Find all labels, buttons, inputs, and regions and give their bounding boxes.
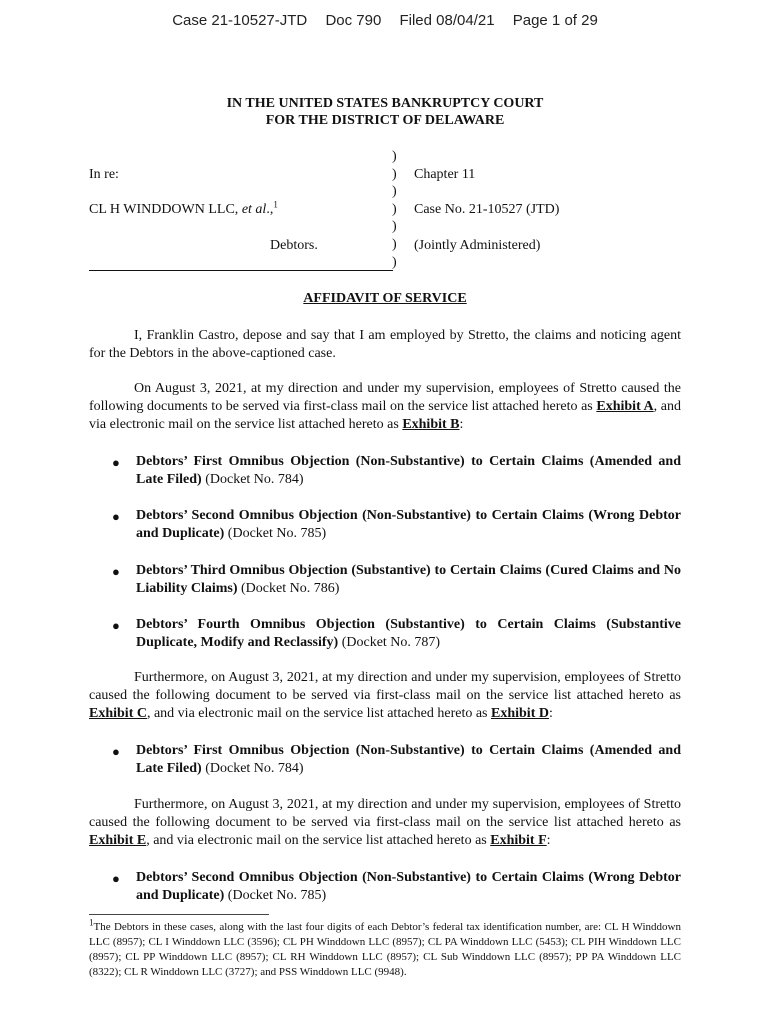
para4-mid: , and via electronic mail on the service list attached hereto as xyxy=(146,833,491,848)
header-case: Case 21-10527-JTD xyxy=(172,12,308,29)
case-number: Case No. 21-10527 (JTD) xyxy=(414,202,560,217)
exhibit-c: Exhibit C xyxy=(89,706,147,721)
footnote-text: The Debtors in these cases, along with the last four digits of each Debtor’s federal tax identification number, are: CL H Winddown LLC (8957); CL I Winddown LLC (3596); CL PH Winddown LLC (8957); CL PA Winddown LLC (5453); CL PIH Winddown LLC (8957); CL PP Winddown LLC (8957); CL RH Winddown LLC (8957); CL Sub Winddown LLC (8957); PP PA Winddown LLC (8322); CL R Winddown LLC (3727); and PSS Winddown LLC (9948). xyxy=(89,921,681,978)
exhibit-b: Exhibit B xyxy=(402,417,460,432)
item-title: Debtors’ First Omnibus Objection (Non-Substantive) to Certain Claims (Amended and Late Filed) xyxy=(136,743,681,776)
debtors-label: Debtors. xyxy=(270,238,318,253)
exhibit-d: Exhibit D xyxy=(491,706,549,721)
list-item xyxy=(136,869,681,905)
caption-rule xyxy=(89,270,393,271)
item-docket: (Docket No. 785) xyxy=(224,526,327,541)
item-title: Debtors’ Third Omnibus Objection (Substantive) to Certain Claims (Cured Claims and No Liability Claims) xyxy=(136,563,681,596)
bullet-icon: ● xyxy=(112,455,120,470)
paragraph-3 xyxy=(89,669,681,723)
footnote-ref: 1 xyxy=(273,199,278,210)
para2-post: : xyxy=(459,417,464,432)
item-docket: (Docket No. 784) xyxy=(201,761,304,776)
exhibit-e: Exhibit E xyxy=(89,833,147,848)
header-filed: Filed 08/04/21 xyxy=(399,12,495,29)
para4-pre: Furthermore, on August 3, 2021, at my direction and under my supervision, employees of Stretto caused the following document to be served via first-class mail on the service list attached hereto as xyxy=(89,797,681,830)
list-item xyxy=(136,616,681,652)
bullet-icon: ● xyxy=(112,744,120,759)
bullet-icon: ● xyxy=(112,871,120,886)
item-docket: (Docket No. 786) xyxy=(237,581,340,596)
paragraph-1: I, Franklin Castro, depose and say that I am employed by Stretto, the claims and noticing agent for the Debtors in the above-captioned case. xyxy=(89,328,681,361)
para3-mid: , and via electronic mail on the service list attached hereto as xyxy=(146,706,491,721)
joint-administration: (Jointly Administered) xyxy=(414,238,541,253)
para2-pre: On August 3, 2021, at my direction and under my supervision, employees of Stretto caused the following documents to be served via first-class mail on the service list attached hereto as xyxy=(89,381,681,414)
header-page: Page 1 of 29 xyxy=(512,12,598,29)
court-line-2: FOR THE DISTRICT OF DELAWARE xyxy=(265,113,505,128)
filing-header xyxy=(0,12,770,29)
item-title: Debtors’ Second Omnibus Objection (Non-Substantive) to Certain Claims (Wrong Debtor and Duplicate) xyxy=(136,508,681,541)
chapter-label: Chapter 11 xyxy=(414,167,476,182)
para2-mid: , and via electronic mail on the service list attached hereto as xyxy=(89,399,681,432)
item-title: Debtors’ Fourth Omnibus Objection (Substantive) to Certain Claims (Substantive Duplicate, Modify and Reclassify) xyxy=(136,617,681,650)
item-docket: (Docket No. 784) xyxy=(201,472,304,487)
paragraph-2 xyxy=(89,380,681,434)
in-re-label: In re: xyxy=(89,167,119,182)
footnote-number: 1 xyxy=(89,917,94,928)
debtor-name-text: CL H WINDDOWN LLC, xyxy=(89,202,239,217)
court-heading xyxy=(0,95,770,129)
caption-parens: ) ) ) ) ) ) ) xyxy=(392,149,397,270)
debtor-name xyxy=(89,201,278,218)
item-docket: (Docket No. 785) xyxy=(224,888,327,903)
para4-post: : xyxy=(546,833,551,848)
exhibit-f: Exhibit F xyxy=(490,833,547,848)
bullet-icon: ● xyxy=(112,564,120,579)
court-line-1: IN THE UNITED STATES BANKRUPTCY COURT xyxy=(226,96,544,111)
footnote-rule xyxy=(89,914,269,915)
bullet-icon: ● xyxy=(112,509,120,524)
list-item xyxy=(136,562,681,598)
list-item xyxy=(136,453,681,489)
document-title: AFFIDAVIT OF SERVICE xyxy=(303,291,467,306)
item-title: Debtors’ First Omnibus Objection (Non-Substantive) to Certain Claims (Amended and Late Filed) xyxy=(136,454,681,487)
exhibit-a: Exhibit A xyxy=(596,399,654,414)
list-item xyxy=(136,507,681,543)
para3-pre: Furthermore, on August 3, 2021, at my direction and under my supervision, employees of Stretto caused the following document to be served via first-class mail on the service list attached hereto as xyxy=(89,670,681,703)
paragraph-4 xyxy=(89,796,681,850)
footnote xyxy=(89,917,681,980)
bullet-icon: ● xyxy=(112,618,120,633)
item-docket: (Docket No. 787) xyxy=(338,635,441,650)
et-al: et al xyxy=(241,202,267,217)
item-title: Debtors’ Second Omnibus Objection (Non-Substantive) to Certain Claims (Wrong Debtor and Duplicate) xyxy=(136,870,681,903)
list-item xyxy=(136,742,681,778)
para3-post: : xyxy=(548,706,553,721)
et-al-suffix: ., xyxy=(266,202,274,217)
header-doc: Doc 790 xyxy=(325,12,382,29)
